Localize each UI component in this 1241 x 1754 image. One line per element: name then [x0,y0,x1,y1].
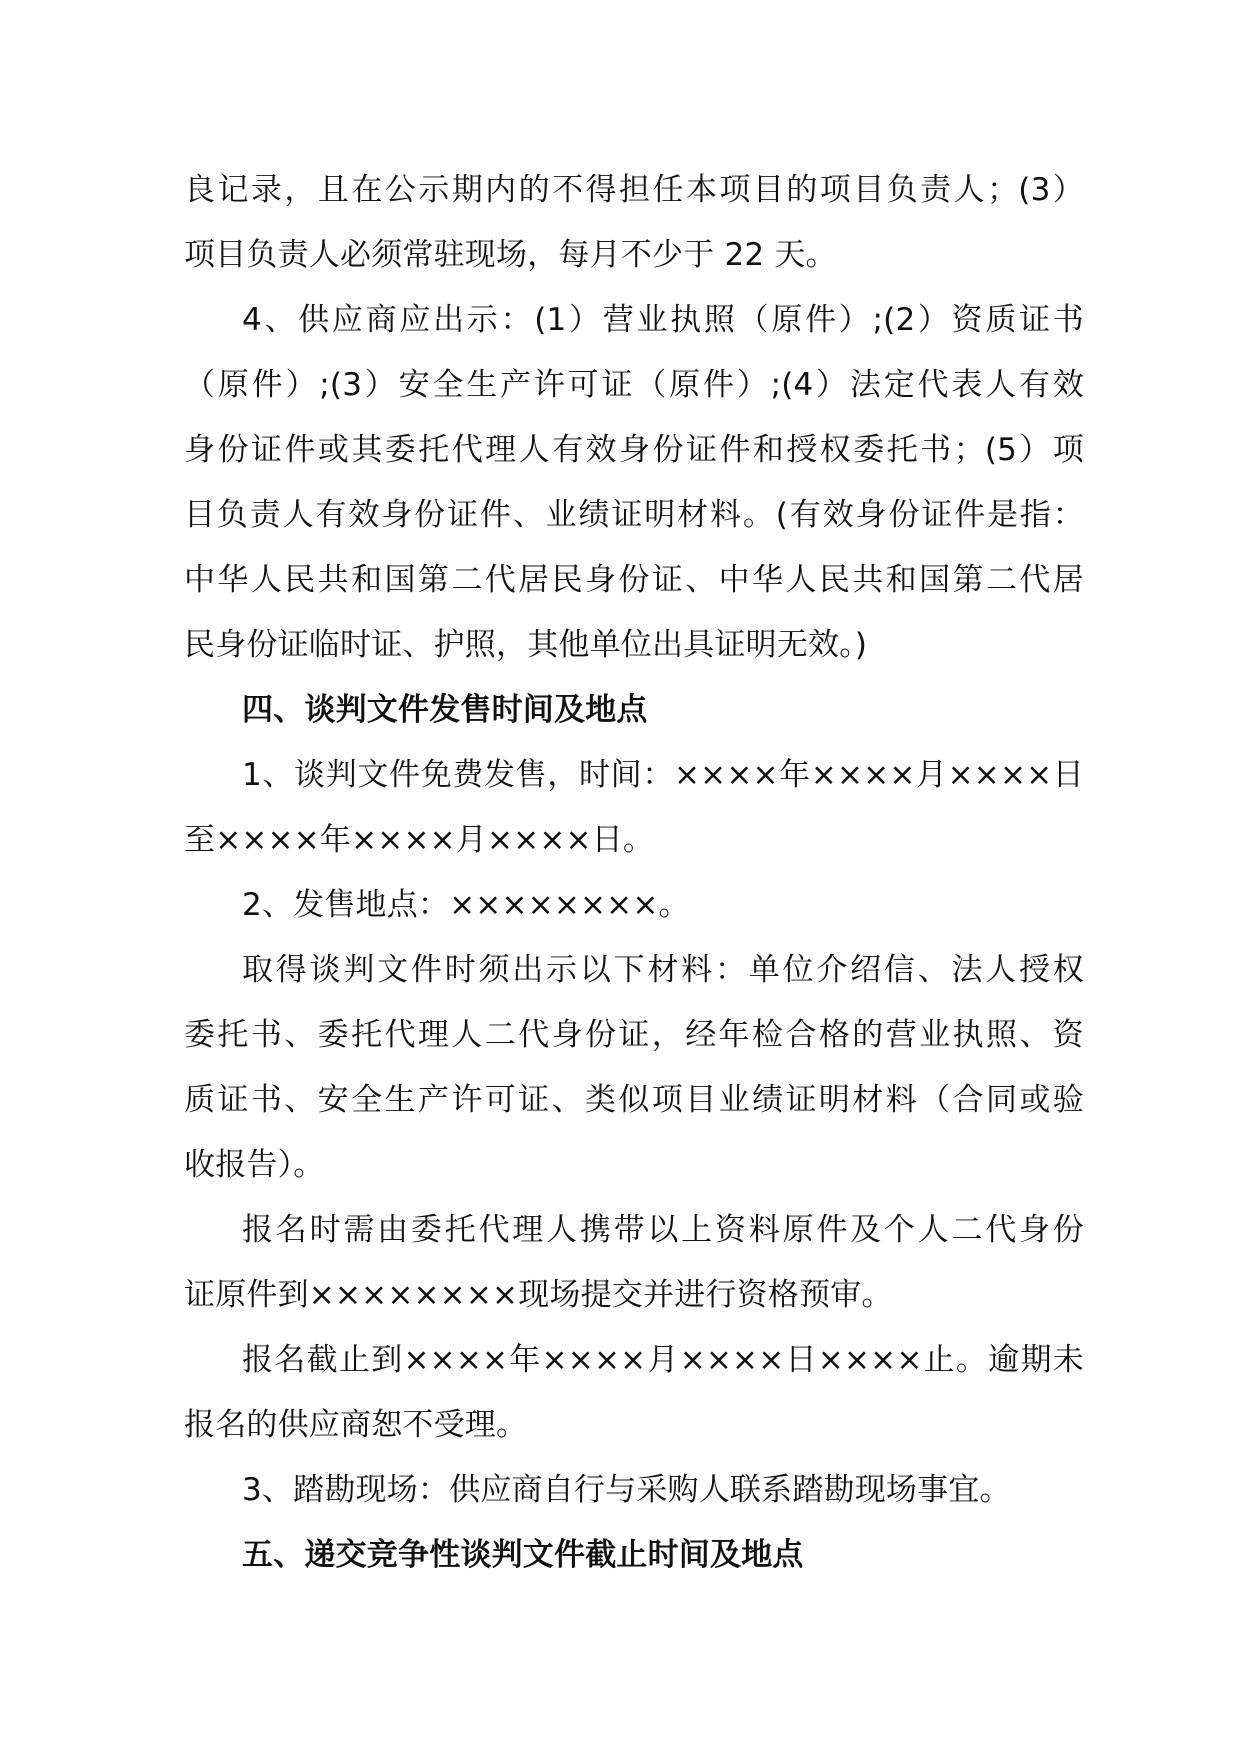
paragraph-line: 证原件到××××××××现场提交并进行资格预审。 [184,1277,893,1313]
paragraph-line: 报名截止到××××年××××月××××日××××止。逾期未 [242,1342,1084,1378]
paragraph-line: 项目负责人必须常驻现场，每月不少于 22 天。 [184,237,837,273]
paragraph-line: 身份证件或其委托代理人有效身份证件和授权委托书；(5）项 [184,432,1084,468]
paragraph-line: 委托书、委托代理人二代身份证，经年检合格的营业执照、资 [184,1017,1084,1053]
paragraph-line: 收报告）。 [184,1147,325,1183]
paragraph-line: 报名时需由委托代理人携带以上资料原件及个人二代身份 [242,1212,1084,1248]
paragraph-line: 报名的供应商恕不受理。 [184,1407,528,1443]
paragraph-line: 1、谈判文件免费发售，时间：××××年××××月××××日 [242,757,1084,793]
paragraph-line: 2、发售地点：××××××××。 [242,887,690,923]
section-heading: 五、递交竞争性谈判文件截止时间及地点 [242,1537,804,1573]
paragraph-line: 4、供应商应出示：(1）营业执照（原件）;(2）资质证书 [242,302,1084,338]
paragraph-line: 目负责人有效身份证件、业绩证明材料。(有效身份证件是指： [184,497,1084,533]
paragraph-line: 质证书、安全生产许可证、类似项目业绩证明材料（合同或验 [184,1082,1084,1118]
paragraph-line: （原件）;(3）安全生产许可证（原件）;(4）法定代表人有效 [184,367,1084,403]
paragraph-line: 取得谈判文件时须出示以下材料：单位介绍信、法人授权 [242,952,1084,988]
paragraph-line: 3、踏勘现场：供应商自行与采购人联系踏勘现场事宜。 [242,1472,1011,1508]
paragraph-line: 良记录，且在公示期内的不得担任本项目的项目负责人；(3） [184,172,1084,208]
paragraph-line: 中华人民共和国第二代居民身份证、中华人民共和国第二代居 [184,562,1084,598]
document-page [184,158,1084,1588]
section-heading: 四、谈判文件发售时间及地点 [242,692,648,728]
paragraph-line: 至××××年××××月××××日。 [184,822,655,858]
paragraph-line: 民身份证临时证、护照，其他单位出具证明无效。) [184,627,868,663]
